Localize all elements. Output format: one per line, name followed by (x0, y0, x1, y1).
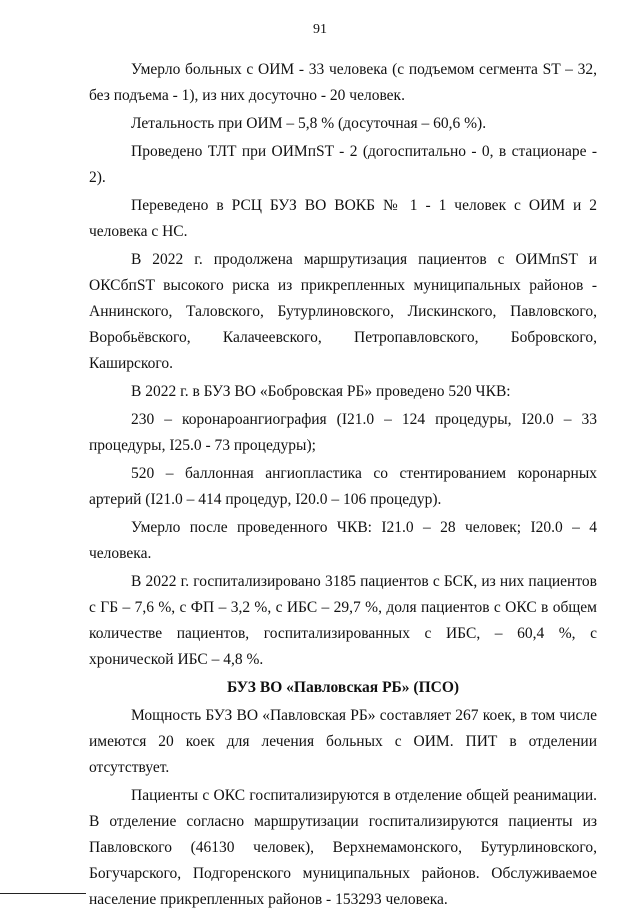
paragraph-capacity: Мощность БУЗ ВО «Павловская РБ» составляет 267 коек, в том числе имеются 20 коек для лечения больных с ОИМ. ПИТ в отделении отсутствует. (89, 707, 597, 776)
paragraph-acs-routing: Пациенты с ОКС госпитализируются в отделение общей реанимации. В отделение согласно маршрутизации госпитализируются пациенты из Павловского (46130 человек), Верхнемамонского, Бутурлиновского, Богучарского, Подгоренского муниципальных районов. Обслуживаемое население прикрепленных районов - 153293 человека. (89, 787, 597, 908)
paragraph-deaths: Умерло больных с ОИМ - 33 человека (с подъемом сегмента ST – 32, без подъема - 1), из них досуточно - 20 человек. (89, 61, 597, 104)
paragraph-pci-deaths: Умерло после проведенного ЧКВ: I21.0 – 28 человек; I20.0 – 4 человека. (89, 519, 597, 562)
paragraph-angioplasty: 520 – баллонная ангиопластика со стентированием коронарных артерий (I21.0 – 414 процедур, I20.0 – 106 процедур). (89, 465, 597, 508)
section-heading: БУЗ ВО «Павловская РБ» (ПСО) (226, 679, 460, 696)
paragraph-tlt: Проведено ТЛТ при ОИМпST - 2 (догоспитально - 0, в стационаре - 2). (89, 143, 597, 186)
page-number: 91 (313, 22, 327, 37)
paragraph-routing: В 2022 г. продолжена маршрутизация пациентов с ОИМпST и ОКСбпST высокого риска из прикрепленных муниципальных районов - Аннинского, Таловского, Бутурлиновского, Лискинского, Павловского, Воробьёвского, Калачеевского, Петропавловского, Бобровского, Каширского. (89, 251, 597, 372)
page-body (89, 57, 597, 915)
paragraph-angiography: 230 – коронароангиография (I21.0 – 124 процедуры, I20.0 – 33 процедуры, I25.0 - 73 процедуры); (89, 411, 597, 454)
paragraph-transferred: Переведено в РСЦ БУЗ ВО ВОКБ № 1 - 1 человек с ОИМ и 2 человека с НС. (89, 197, 597, 240)
paragraph-lethality: Летальность при ОИМ – 5,8 % (досуточная – 60,6 %). (131, 115, 487, 132)
paragraph-hospitalized: В 2022 г. госпитализировано 3185 пациентов с БСК, из них пациентов с ГБ – 7,6 %, с ФП – 3,2 %, с ИБС – 29,7 %, доля пациентов с ОКС в общем количестве пациентов, госпитализированных с ИБС, – 60,4 %, с хронической ИБС – 4,8 %. (89, 573, 597, 668)
footnote-divider (0, 893, 86, 894)
paragraph-pci-total: В 2022 г. в БУЗ ВО «Бобровская РБ» проведено 520 ЧКВ: (131, 383, 511, 400)
